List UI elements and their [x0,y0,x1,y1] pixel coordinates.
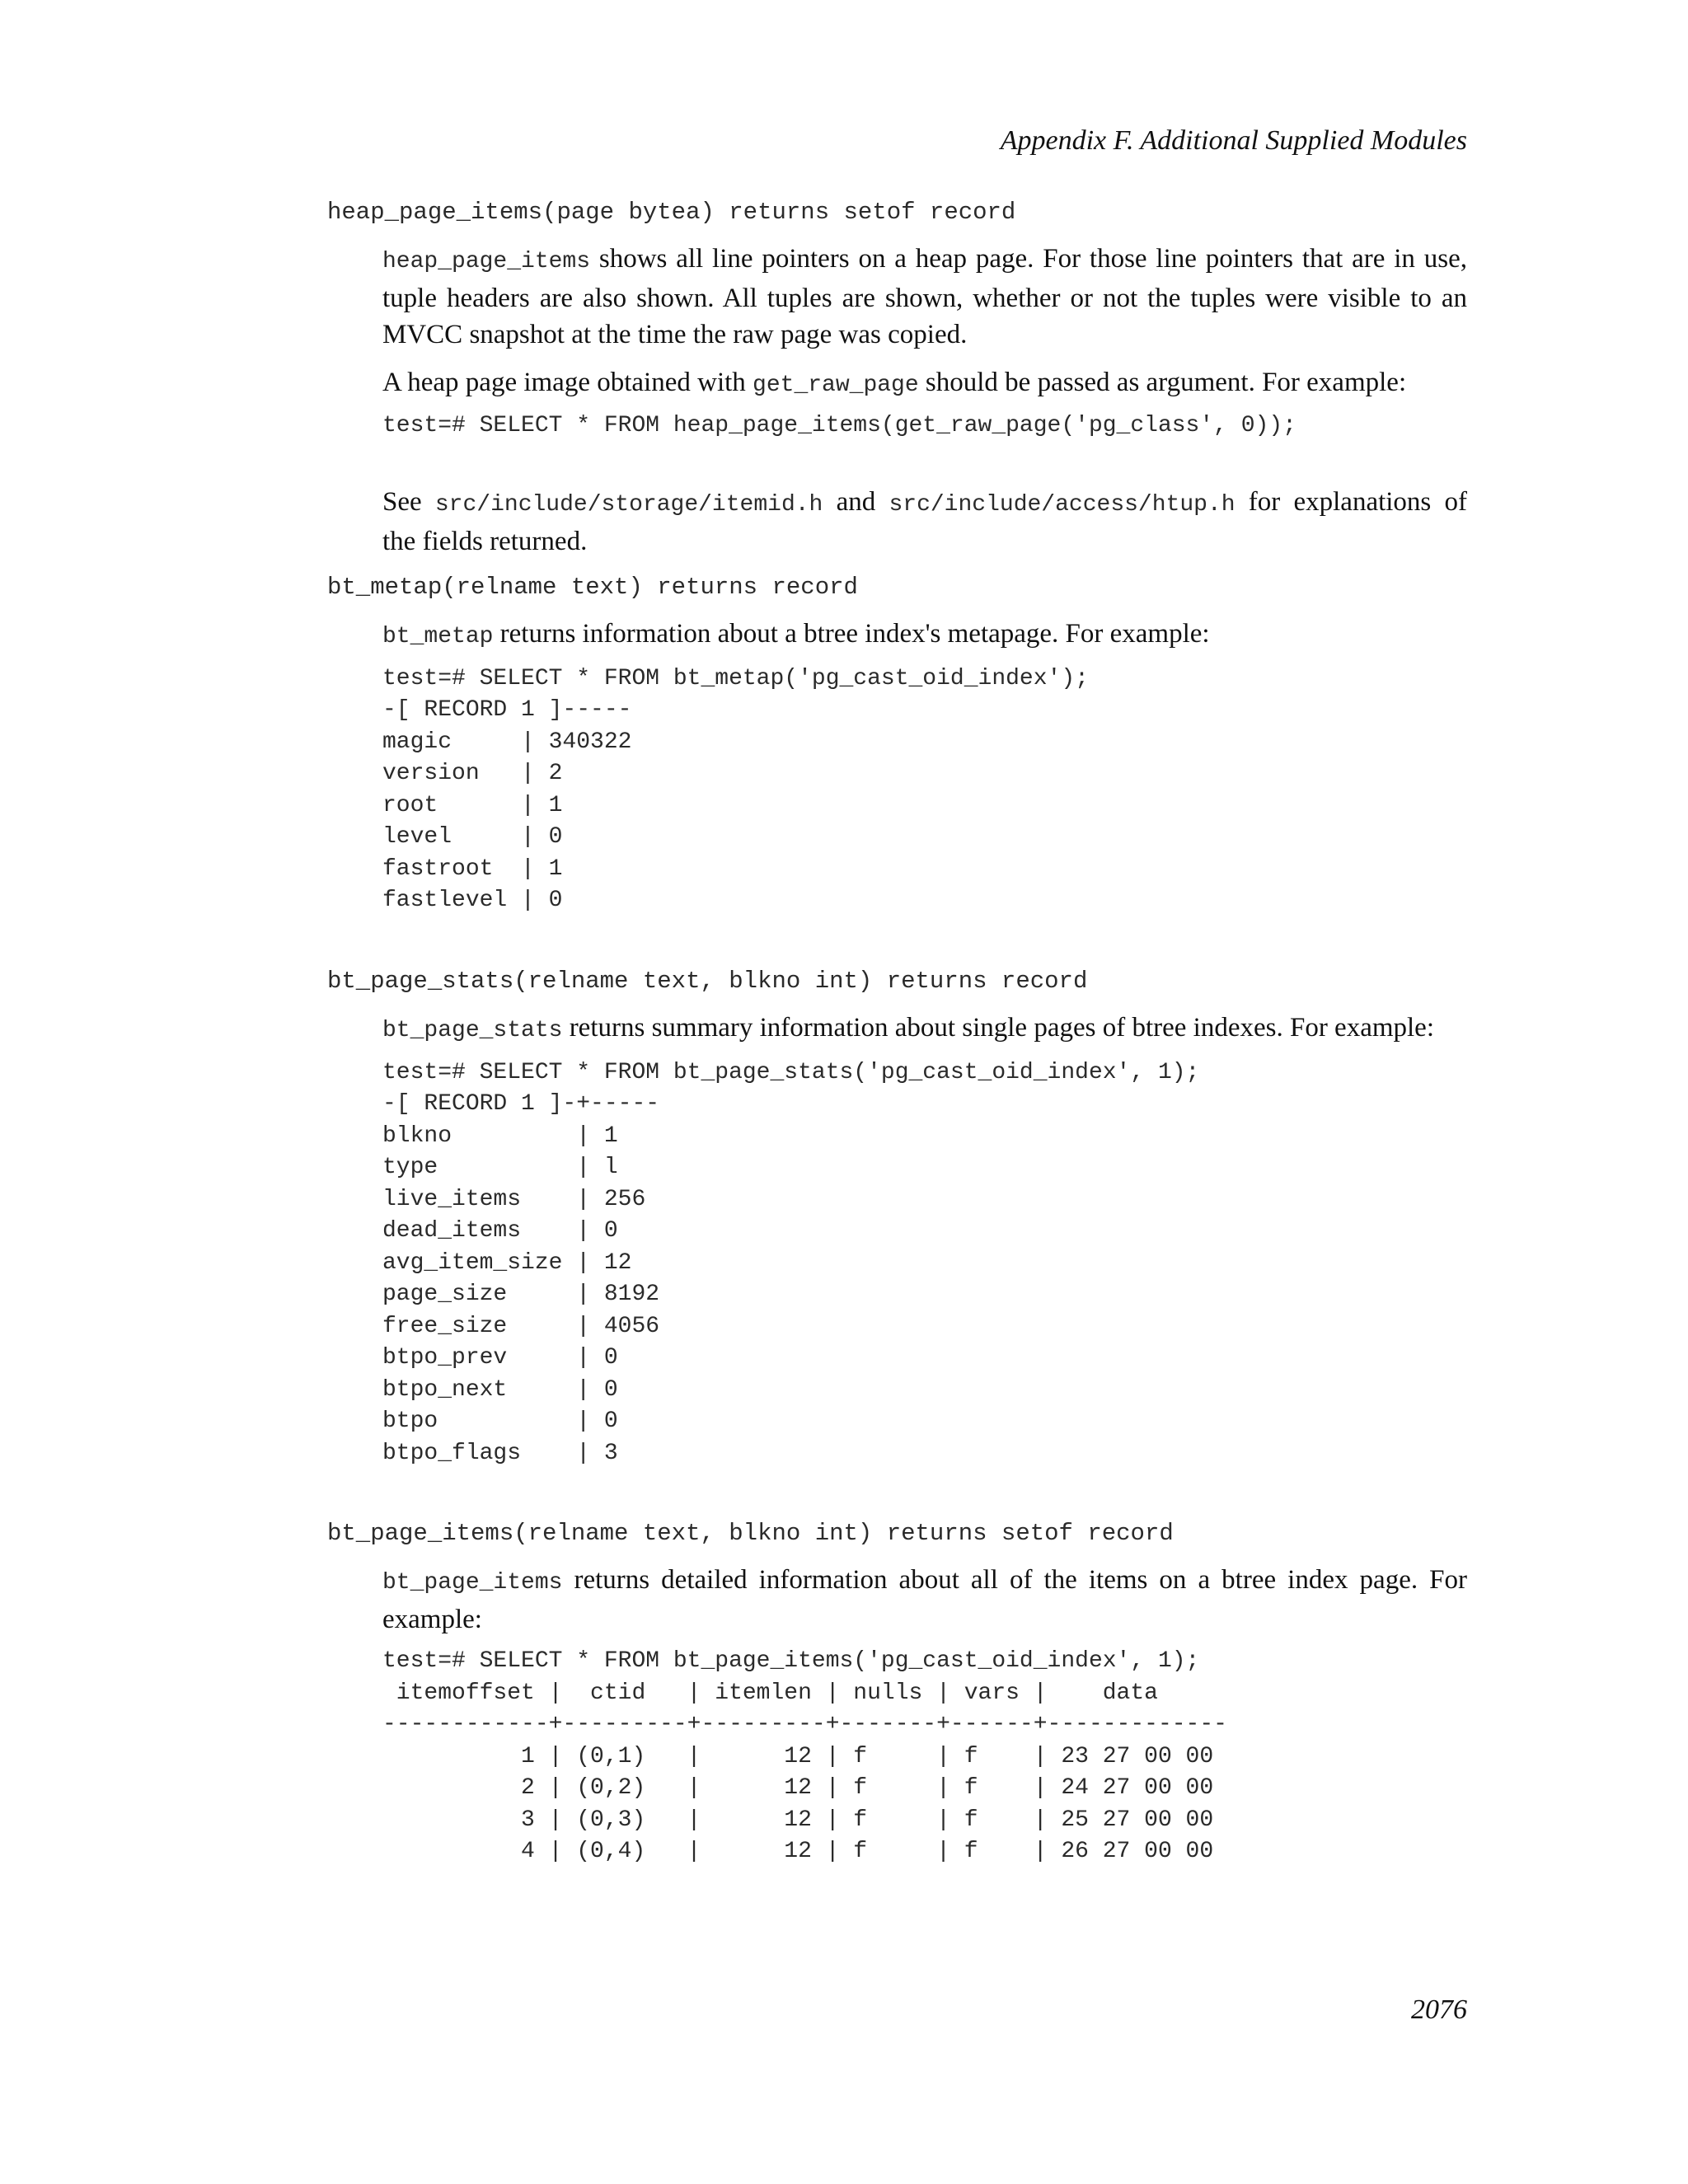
description-paragraph [382,1562,1467,1638]
inline-code: bt_page_stats [382,1017,563,1043]
code-example: test=# SELECT * FROM bt_metap('pg_cast_oid_index'); -[ RECORD 1 ]----- magic | 340322 version | 2 root | 1 level | 0 fastroot | 1 fastlevel | 0 [382,665,1089,913]
function-signature: bt_page_items(relname text, blkno int) returns setof record [327,1520,1174,1547]
description-paragraph [382,1010,1467,1049]
paragraph-text: shows all line pointers on a heap page. For those line pointers that are in use, tuple headers are also shown. All tuples are shown, whether or not the tuples were visible to an MVCC snapshot at the time the raw page was copied. [382,244,1467,349]
inline-code: heap_page_items [382,249,591,274]
function-signature: bt_metap(relname text) returns record [327,573,858,601]
inline-code: bt_metap [382,623,494,649]
entry-bt-page-items [327,1517,1467,1868]
description-paragraph [382,241,1467,353]
description-paragraph [382,616,1467,655]
paragraph-text: A heap page image obtained with [382,368,753,397]
paragraph-text: returns summary information about single pages of btree indexes. For example: [562,1012,1435,1043]
inline-code: src/include/storage/itemid.h [434,491,823,518]
description-paragraph [382,364,1467,404]
paragraph-text: should be passed as argument. For example: [918,368,1407,397]
entry-bt-page-stats [327,965,1467,1470]
paragraph-text: for explanations of the fields returned. [382,486,1467,556]
main-content [327,196,1467,1868]
paragraph-text: returns detailed information about all of the items on a btree index page. For example: [382,1565,1467,1634]
inline-code: bt_page_items [382,1570,563,1596]
function-signature: heap_page_items(page bytea) returns setof record [327,199,1016,226]
entry-bt-metap [327,571,1467,917]
paragraph-text: returns information about a btree index's metapage. For example: [493,618,1210,649]
function-signature: bt_page_stats(relname text, blkno int) returns record [327,967,1088,995]
code-example: test=# SELECT * FROM bt_page_stats('pg_cast_oid_index', 1); -[ RECORD 1 ]-+----- blkno | 1 type | l live_items | 256 dead_items | 0 avg_item_size | 12 page_size | 8192 free_size | 4056 btpo_prev | 0 btpo_next | 0 btpo | 0 btpo_flags | 3 [382,1059,1200,1466]
running-header: Appendix F. Additional Supplied Modules [1000,125,1467,156]
inline-code: get_raw_page [753,373,919,398]
code-example: test=# SELECT * FROM heap_page_items(get_raw_page('pg_class', 0)); [382,413,1296,438]
code-example: test=# SELECT * FROM bt_page_items('pg_cast_oid_index', 1); itemoffset | ctid | itemlen | nulls | vars | data ------------+---------+---------+-------+------+------------- 1 | (0,1) | 12 | f | f | 23 27 00 00 2 | (0,2) | 12 | f | f | 24 27 00 00 3 | (0,3) | 12 | f | f | 25 27 00 00 4 | (0,4) | 12 | f | f | 26 27 00 00 [382,1648,1227,1864]
inline-code: src/include/access/htup.h [889,491,1236,518]
paragraph-text: See [382,486,435,517]
description-paragraph [382,484,1467,560]
entry-heap-page-items [327,196,1467,560]
page-number: 2076 [1411,1994,1467,2025]
paragraph-text: and [823,486,889,517]
